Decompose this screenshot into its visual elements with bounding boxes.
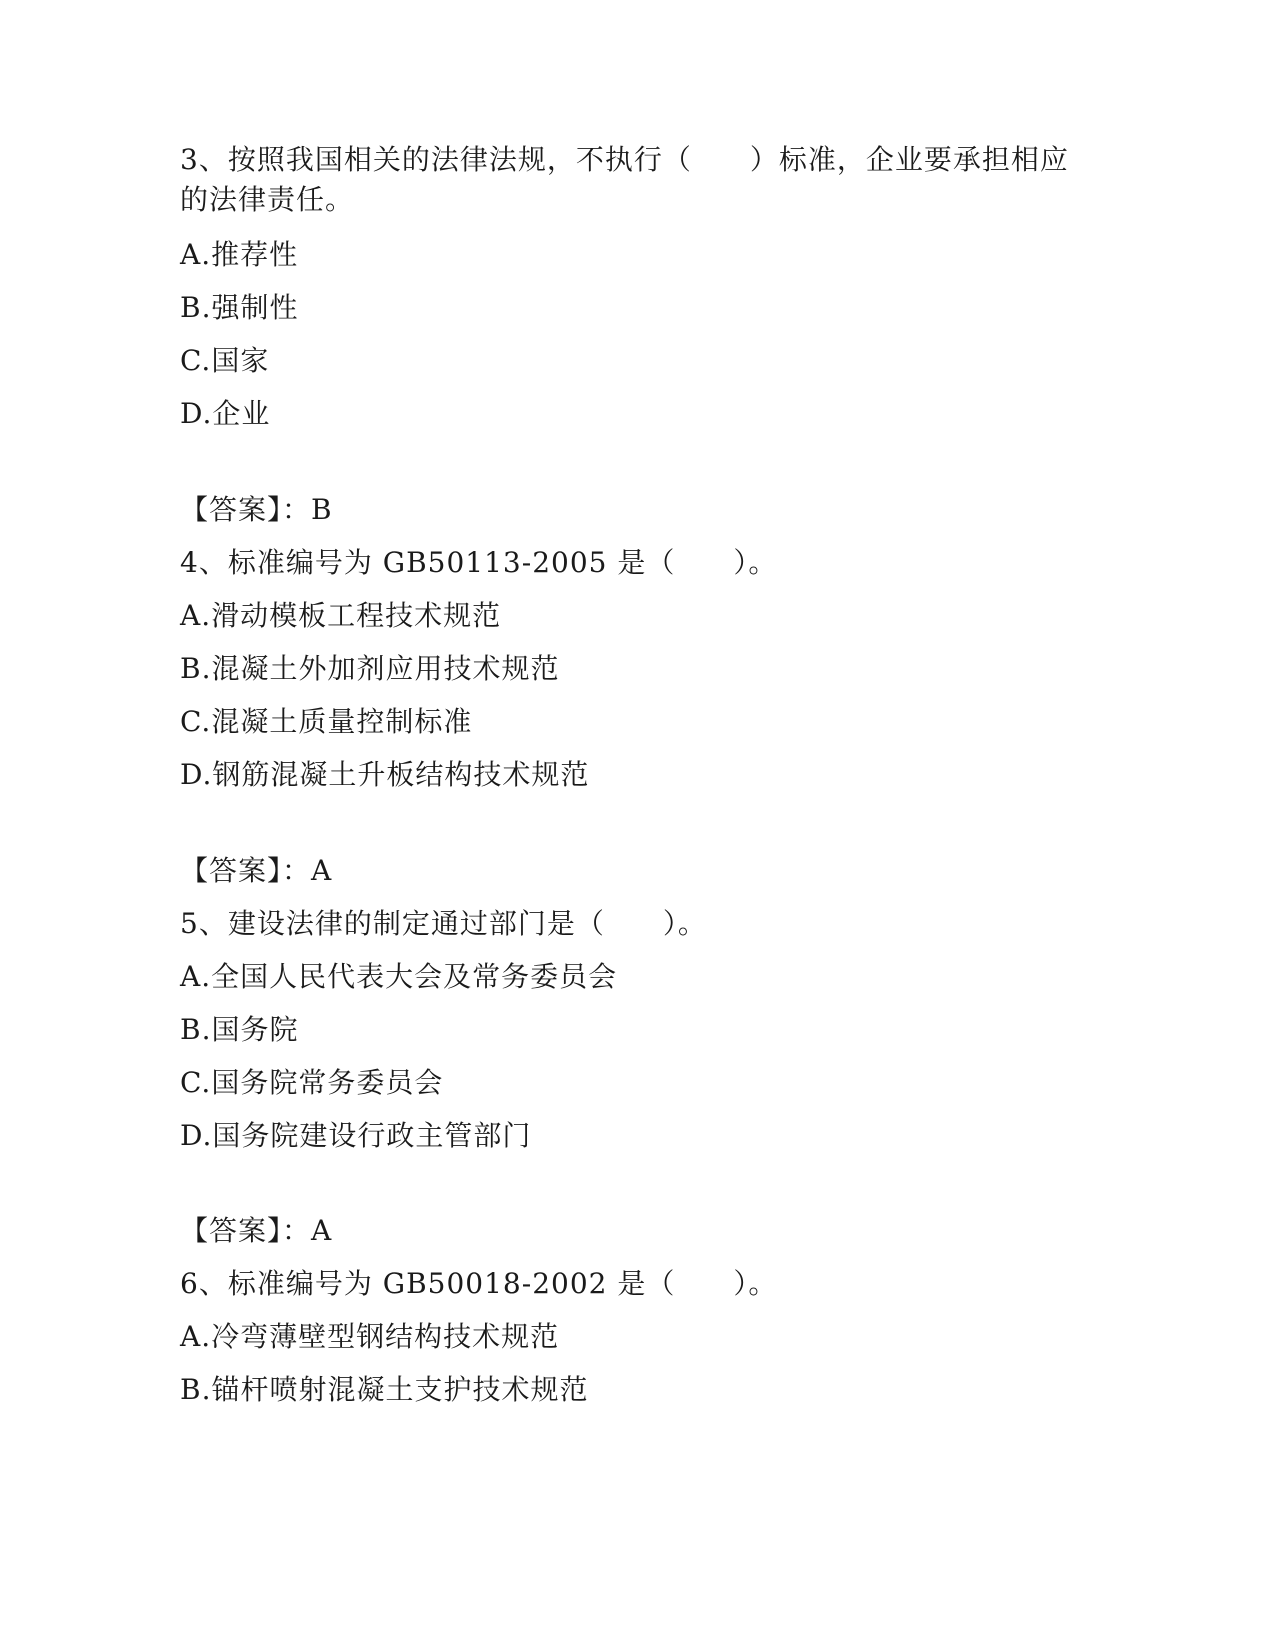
question-3-option-d: D.企业 <box>180 397 271 430</box>
question-3-option-c: C.国家 <box>180 344 270 377</box>
question-6-stem: 6、标准编号为 GB50018-2002 是（ ）。 <box>180 1267 778 1300</box>
question-5-option-d: D.国务院建设行政主管部门 <box>180 1119 532 1152</box>
question-4-option-b: B.混凝土外加剂应用技术规范 <box>180 652 560 685</box>
question-4-answer: 【答案】：A <box>180 854 333 887</box>
question-6-option-b: B.锚杆喷射混凝土支护技术规范 <box>180 1373 589 1406</box>
question-5-option-c: C.国务院常务委员会 <box>180 1066 444 1099</box>
question-5-option-a: A.全国人民代表大会及常务委员会 <box>180 960 618 993</box>
question-4-option-a: A.滑动模板工程技术规范 <box>180 599 502 632</box>
question-3-answer: 【答案】：B <box>180 493 333 526</box>
question-4-option-c: C.混凝土质量控制标准 <box>180 705 473 738</box>
question-4-stem: 4、标准编号为 GB50113-2005 是（ ）。 <box>180 546 778 579</box>
question-4-option-d: D.钢筋混凝土升板结构技术规范 <box>180 758 590 791</box>
question-6-option-a: A.冷弯薄壁型钢结构技术规范 <box>180 1320 560 1353</box>
question-3-option-b: B.强制性 <box>180 291 299 324</box>
question-5-answer: 【答案】：A <box>180 1214 333 1247</box>
question-5-option-b: B.国务院 <box>180 1013 299 1046</box>
question-3-option-a: A.推荐性 <box>180 238 299 271</box>
question-5-stem: 5、建设法律的制定通过部门是（ ）。 <box>180 907 707 940</box>
question-3-stem: 3、按照我国相关的法律法规，不执行（ ）标准，企业要承担相应的法律责任。 <box>180 143 1069 216</box>
